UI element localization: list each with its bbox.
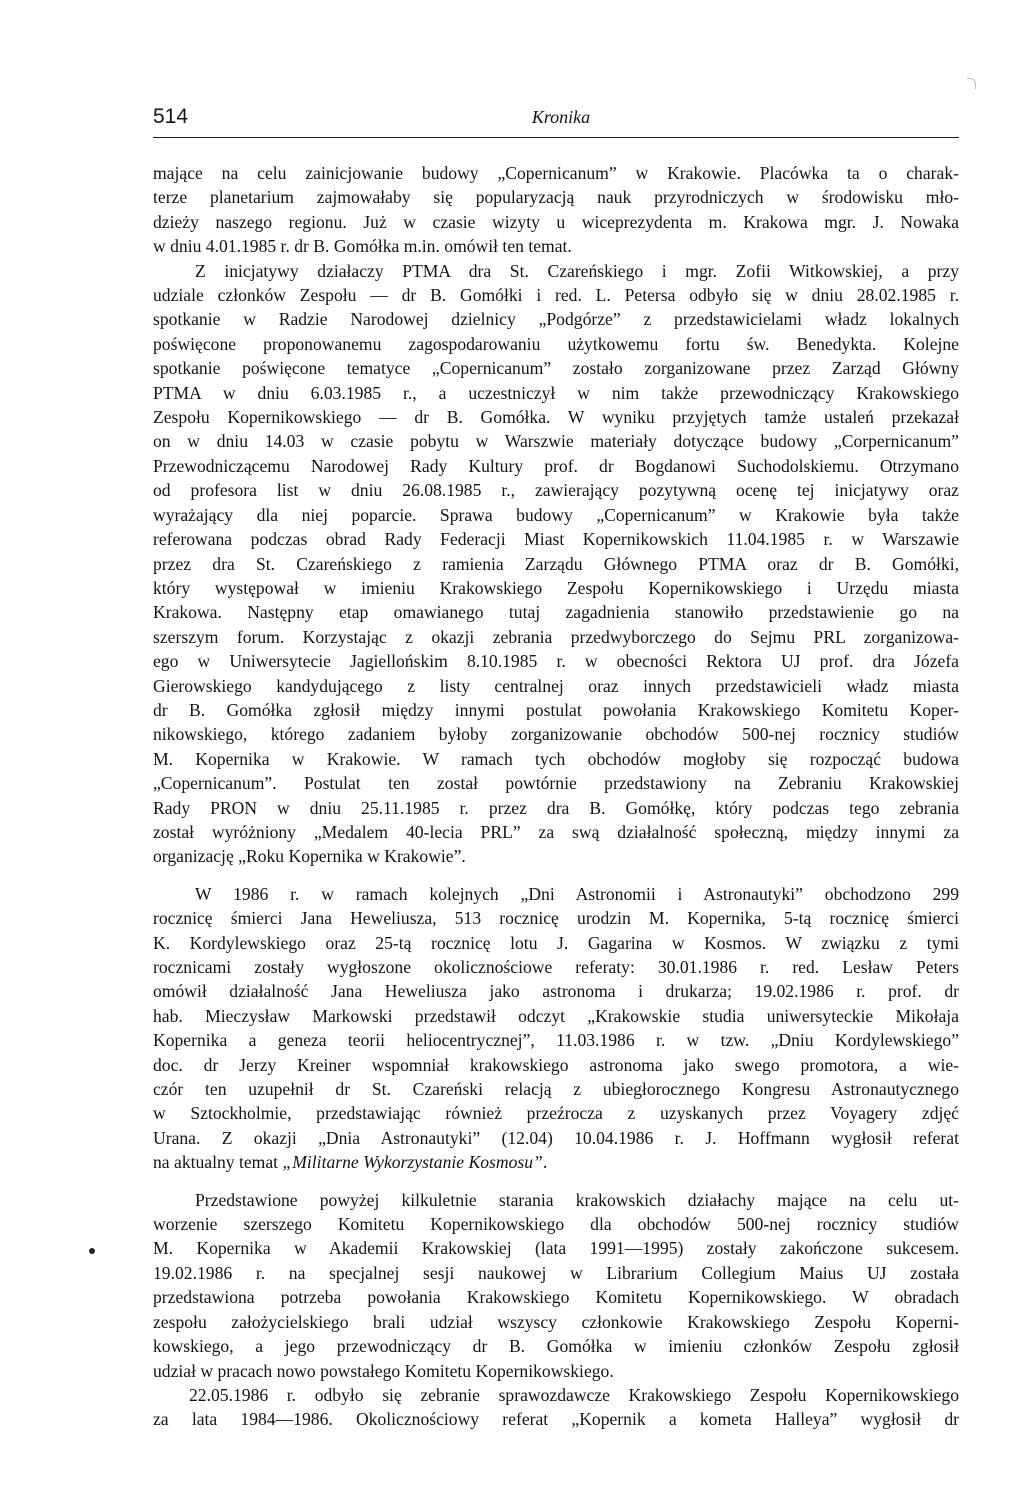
text-line: Z inicjatywy działaczy PTMA dra St. Czareńskiego i mgr. Zofii Witkowskiej, a przy [195,260,959,281]
text-line: przez dra St. Czareńskiego z ramienia Zarządu Głównego PTMA oraz dr B. Gomółki, [153,553,959,574]
text-line: W 1986 r. w ramach kolejnych „Dni Astronomii i Astronautyki” obchodzono 299 [195,883,959,904]
paragraph-spacer [153,869,959,882]
text-line: Przewodniczącemu Narodowej Rady Kultury prof. dr Bogdanowi Suchodolskiemu. Otrzymano [153,455,959,476]
text-line: poświęcone proponowanemu zagospodarowaniu użytkowemu fortu św. Benedykta. Kolejne [153,333,959,354]
text-line: Gierowskiego kandydującego z listy centralnej oraz innych przedstawicieli władz miasta [153,675,959,696]
scan-corner-mark [967,78,976,89]
text-line: czór ten uzupełnił dr St. Czareński relacją z ubiegłorocznego Kongresu Astronautycznego [153,1079,959,1100]
text-line: M. Kopernika w Akademii Krakowskiej (lata 1991—1995) zostały zakończone sukcesem. [153,1238,959,1259]
text-line: „Copernicanum”. Postulat ten został powtórnie przedstawiony na Zebraniu Krakowskiej [153,773,959,794]
text-line: omówił działalność Jana Heweliusza jako astronoma i drukarza; 19.02.1986 r. prof. dr [153,981,959,1002]
page-number: 514 [153,105,189,128]
text-line: referowana podczas obrad Rady Federacji Miast Kopernikowskich 11.04.1985 r. w Warszawie [153,529,959,550]
text-line: mające na celu zainicjowanie budowy „Copernicanum” w Krakowie. Placówka ta o charak- [153,163,959,183]
text-line: w Sztockholmie, przedstawiając również przeźrocza z uzyskanych przez Voyagery zdjęć [153,1103,959,1124]
text-line: spotkanie w Radzie Narodowej dzielnicy „Podgórze” z przedstawicielami władz lokalnych [153,309,959,330]
text-line: Kopernika a geneza teorii heliocentrycznej”, 11.03.1986 r. w tzw. „Dniu Kordylewskiego” [153,1030,959,1051]
text-line: nikowskiego, którego zadaniem byłoby zorganizowanie obchodów 500-nej rocznicy studiów [153,724,959,745]
text-line: Zespołu Kopernikowskiego — dr B. Gomółka. W wyniku przyjętych tamże ustaleń przekazał [153,407,959,428]
text-line: za lata 1984—1986. Okolicznościowy referat „Kopernik a kometa Halleya” wygłosił dr [153,1409,959,1430]
text-line: został wyróżniony „Medalem 40-lecia PRL” za swą działalność społeczną, między innymi za [153,821,959,842]
paragraph-3 [153,882,959,1175]
text-line: Urana. Z okazji „Dnia Astronautyki” (12.04) 10.04.1986 r. J. Hoffmann wygłosił referat [153,1127,959,1148]
text-line: doc. dr Jerzy Kreiner wspomniał krakowskiego astronoma jako swego promotora, a wie- [153,1054,959,1075]
text-line: udział w pracach nowo powstałego Komitetu Kopernikowskiego. [153,1360,614,1381]
text-fragment: na aktualny temat [153,1152,283,1173]
paragraph-5 [153,1383,959,1432]
text-line: wyrażający dla niej poparcie. Sprawa budowy „Copernicanum” w Krakowie była także [153,504,959,525]
text-line: zespołu założycielskiego brali udział wszyscy członkowie Krakowskiego Zespołu Koperni- [153,1311,959,1332]
text-line: szerszym forum. Korzystając z okazji zebrania przedwyborczego do Sejmu PRL zorganizowa- [153,626,959,647]
text-line: ego w Uniwersytecie Jagiellońskim 8.10.1985 r. w obecności Rektora UJ prof. dra Józefa [153,651,959,672]
text-line: terze planetarium zajmowałaby się popularyzacją nauk przyrodniczych w środowisku mło- [153,187,959,208]
text-line: rocznicę śmierci Jana Heweliusza, 513 rocznicę urodzin M. Kopernika, 5-tą rocznicę śmierci [153,908,959,929]
text-line: spotkanie poświęcone tematyce „Copernicanum” zostało zorganizowane przez Zarząd Główny [153,358,959,379]
text-line [153,1150,959,1174]
text-line: od profesora list w dniu 26.08.1985 r., zawierający pozytywną ocenę tej inicjatywy oraz [153,480,959,501]
paragraph-spacer [153,1175,959,1188]
text-line: 22.05.1986 r. odbyło się zebranie sprawozdawcze Krakowskiego Zespołu Kopernikowskiego [189,1384,959,1405]
text-line: on w dniu 14.03 w czasie pobytu w Warszwie materiały dotyczące budowy „Corpernicanum” [153,431,959,452]
text-line: Krakowa. Następny etap omawianego tutaj zagadnienia stanowiło przedstawienie go na [153,602,959,623]
text-line: kowskiego, a jego przewodniczący dr B. Gomółka w imieniu członków Zespołu zgłosił [153,1336,959,1357]
text-line: Przedstawione powyżej kilkuletnie starania krakowskich działachy mające na celu ut- [195,1189,959,1210]
text-line: M. Kopernika w Krakowie. W ramach tych obchodów mogłoby się rozpocząć budowa [153,748,959,769]
text-line: przedstawiona potrzeba powołania Krakowskiego Komitetu Kopernikowskiego. W obradach [153,1287,959,1308]
text-line: który występował w imieniu Krakowskiego Zespołu Kopernikowskiego i Urzędu miasta [153,577,959,598]
page-header [153,103,959,138]
running-title: Kronika [531,107,591,127]
paragraph-4 [153,1188,959,1383]
text-line: dr B. Gomółka zgłosił między innymi postulat powołania Krakowskiego Komitetu Koper- [153,699,959,720]
text-fragment: . [542,1152,548,1173]
text-line: worzenie szerszego Komitetu Kopernikowskiego dla obchodów 500-nej rocznicy studiów [153,1214,959,1235]
paragraph-1 [153,161,959,259]
text-line: Rady PRON w dniu 25.11.1985 r. przez dra B. Gomółkę, który podczas tego zebrania [153,797,959,818]
paragraph-2 [153,259,959,869]
text-line: 19.02.1986 r. na specjalnej sesji naukowej w Librarium Collegium Maius UJ została [153,1262,959,1283]
text-line: dzieży naszego regionu. Już w czasie wizyty u wiceprezydenta m. Krakowa mgr. J. Nowaka [153,211,959,232]
italic-title: „Militarne Wykorzystanie Kosmosu” [282,1152,543,1173]
text-line: hab. Mieczysław Markowski przedstawił odczyt „Krakowskie studia uniwersyteckie Mikołaja [153,1005,959,1026]
text-line: K. Kordylewskiego oraz 25-tą rocznicę lotu J. Gagarina w Kosmos. W związku z tymi [153,932,959,953]
text-line: udziale członków Zespołu — dr B. Gomółki i red. L. Petersa odbyło się w dniu 28.02.1985 r. [153,285,959,306]
text-line: w dniu 4.01.1985 r. dr B. Gomółka m.in. omówił ten temat. [153,236,572,257]
text-line: organizację „Roku Kopernika w Krakowie”. [153,846,466,867]
text-line: PTMA w dniu 6.03.1985 r., a uczestniczył w nim także przewodniczący Krakowskiego [153,382,959,403]
article-body [153,161,959,1432]
margin-dot-mark [89,1248,95,1254]
text-line: rocznicami zostały wygłoszone okolicznościowe referaty: 30.01.1986 r. red. Lesław Peters [153,957,959,977]
